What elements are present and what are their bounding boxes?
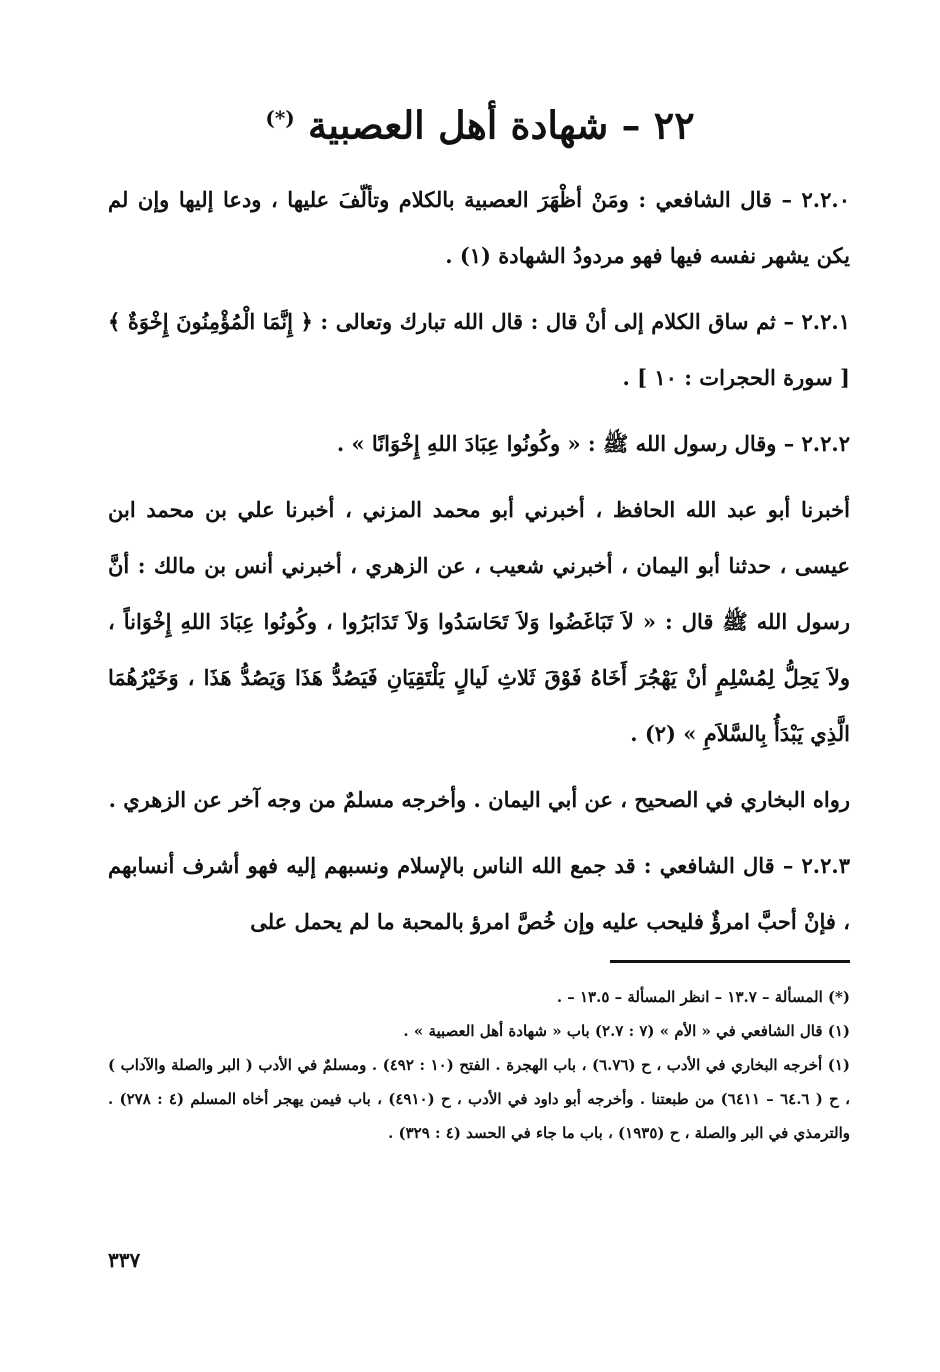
paragraph-2-2-3: ٢.٢.٣ – قال الشافعي : قد جمع الله الناس بالإسلام ونسبهم إليه فهو أشرف أنسابهم ، فإنْ أحبَّ امرؤٌ فليحب عليه وإن خُصَّ امرؤ بالمحبة ما لم يحمل على [108,853,850,934]
main-text [108,172,850,958]
paragraph-2-2-0: ٢.٢.٠ – قال الشافعي : ومَنْ أظْهَرَ العصبية بالكلام وتألّفَ عليها ، ودعا إليها وإن لم يكن يشهر نفسه فيها فهو مردودُ الشهادة (١) . [108,187,850,268]
footnote-star: (*) المسألة – ١٣.٧ – انظر المسألة – ١٣.٥ – . [556,988,850,1006]
paragraph-narration: رواه البخاري في الصحيح ، عن أبي اليمان . وأخرجه مسلمٌ من وجه آخر عن الزهري . [108,787,850,812]
paragraph-2-2-1: ٢.٢.١ – ثم ساق الكلام إلى أنْ قال : قال الله تبارك وتعالى : ﴿ إِنَّمَا الْمُؤْمِنُونَ إِخْوَةٌ ﴾ [ سورة الحجرات : ١٠ ] . [108,309,850,390]
footnote-2: (١) أخرجه البخاري في الأدب ، ح (٦.٧٦) ، باب الهجرة . الفتح (١٠ : ٤٩٢) . ومسلمٌ في الأدب ( البر والصلة والآداب ) ، ح ( ٦٤.٦ – ٦٤١١) من طبعتنا . وأخرجه أبو داود في الأدب ، ح (٤٩١٠) ، باب فيمن يهجر أخاه المسلم (٤ : ٢٧٨) . والترمذي في البر والصلة ، ح (١٩٣٥) ، باب ما جاء في الحسد (٤ : ٣٢٩) . [108,1056,850,1142]
chapter-title [110,88,850,156]
paragraph-2-2-2: ٢.٢.٢ – وقال رسول الله ﷺ : « وكُونُوا عِبَادَ اللهِ إِخْوَانًا » . [336,431,850,456]
page-number: ٣٣٧ [108,1248,141,1272]
footnote-divider [610,960,850,963]
footnotes [108,980,850,1150]
chapter-title-text: ٢٢ – شهادة أهل العصبية [308,102,695,148]
title-footnote-marker: (*) [265,106,295,130]
paragraph-hadith-chain: أخبرنا أبو عبد الله الحافظ ، أخبرني أبو محمد المزني ، أخبرنا علي بن محمد ابن عيسى ، حدثنا أبو اليمان ، أخبرني شعيب ، عن الزهري ، أخبرني أنس بن مالك : أنَّ رسول الله ﷺ قال : « لاَ تَبَاغَضُوا وَلاَ تَحَاسَدُوا وَلاَ تَدَابَرُوا ، وكُونُوا عِبَادَ اللهِ إِخْوَاناً ، ولاَ يَحِلُّ لِمُسْلِمٍ أنْ يَهْجُرَ أَخَاهُ فَوْقَ ثَلاثِ لَيالٍ يَلْتَقِيَانِ فَيَصُدُّ هَذَا وَيَصُدُّ هَذَا ، وَخَيْرُهُمَا الَّذِي يَبْدَأُ بِالسَّلاَمِ » (٢) . [108,497,850,746]
footnote-1: (١) قال الشافعي في « الأم » (٧ : ٢.٧) باب « شهادة أهل العصبية » . [403,1022,850,1040]
